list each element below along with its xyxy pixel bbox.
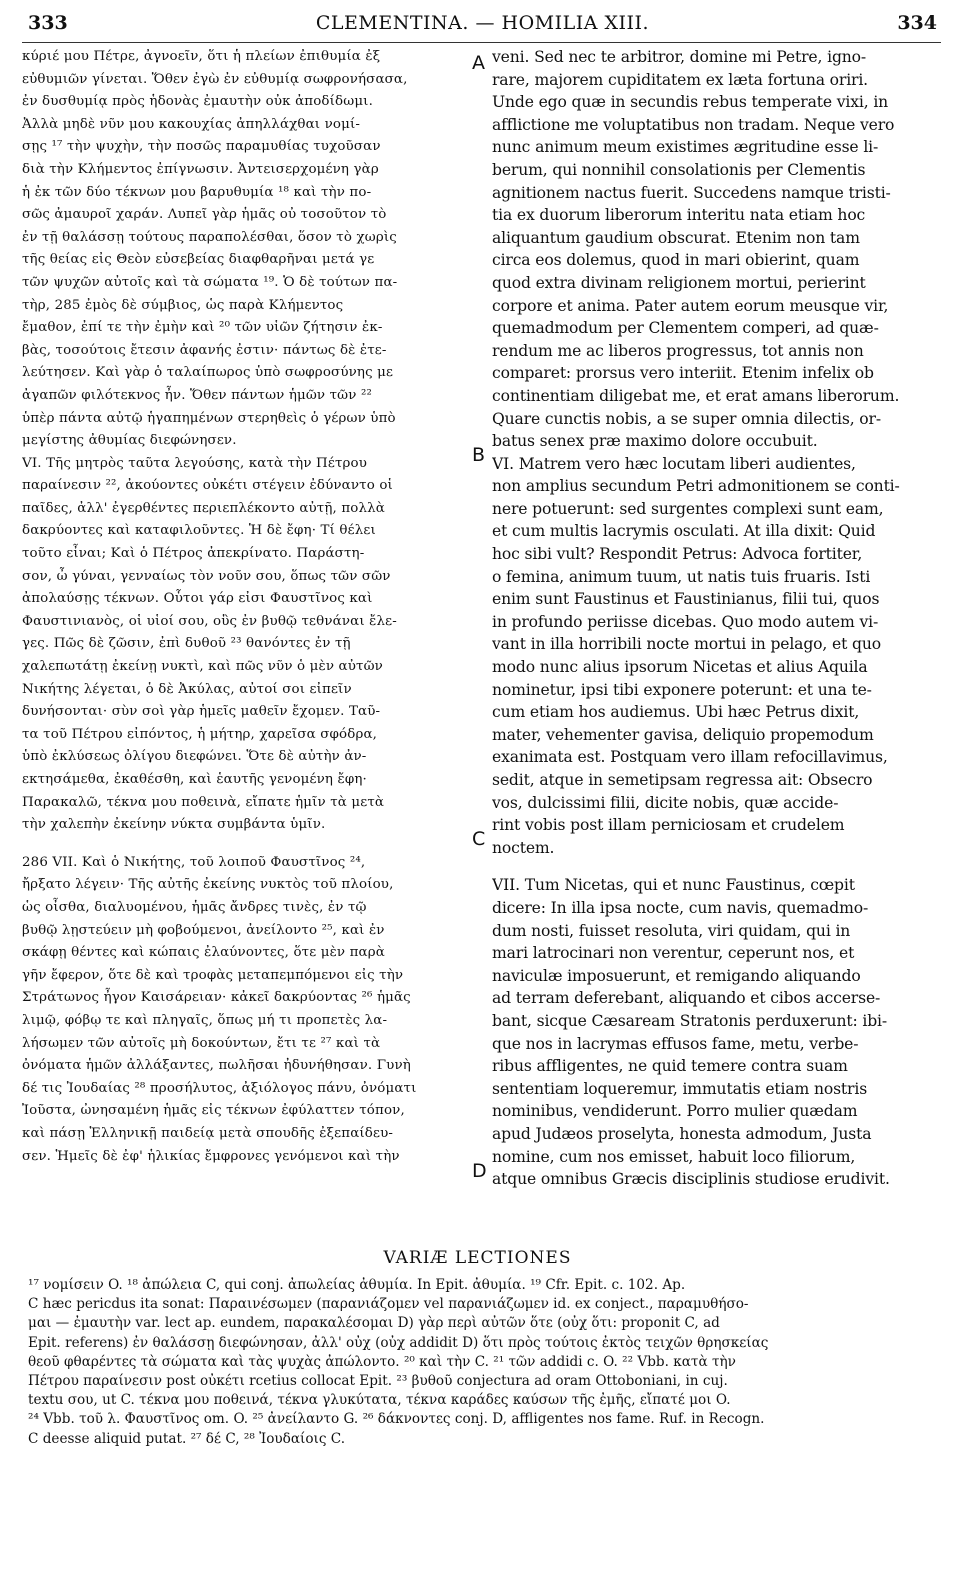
greek-text-line: δέ τις Ἰουδαίας ²⁸ προσήλυτος, ἀξιόλογος πάνυ, ὀνόματι [22, 1080, 417, 1096]
greek-text-line: κύριέ μου Πέτρε, ἀγνοεῖν, ὅτι ἡ πλείων ἐπιθυμία ἐξ [22, 49, 381, 64]
latin-text-line: nominetur, ipsi tibi exponere poterunt: et una te- [492, 680, 872, 699]
latin-block-1 [492, 46, 937, 859]
latin-text-line: dicere: In illa ipsa nocte, cum navis, quemadmo- [492, 898, 869, 917]
latin-text-line: apud Judæos proselyta, honesta admodum, Justa [492, 1124, 872, 1143]
note-line: μαι — ἐμαυτὴν var. lect ap. eundem, παρακαλέσομαι D) γὰρ περὶ αὐτῶν ὅτε (οὐχ ὅτι: proponit C, ad [28, 1315, 720, 1332]
latin-text-line: rare, majorem cupiditatem ex læta fortuna oriri. [492, 70, 868, 89]
greek-text-line: τὴρ, 285 ἐμὸς δὲ σύμβιος, ὡς παρὰ Κλήμεντος [22, 297, 344, 313]
latin-block-2 [492, 874, 937, 1190]
margin-letter-a: A [472, 52, 485, 74]
latin-text-line: bant, sicque Cæsaream Stratonis perduxerunt: ibi- [492, 1011, 887, 1030]
latin-text-line: veni. Sed nec te arbitror, domine mi Petre, igno- [492, 48, 867, 66]
latin-text-line: quemadmodum per Clementem comperi, ad quæ- [492, 319, 879, 338]
latin-text-line: cum etiam hos audiemus. Ubi hæc Petrus dixit, [492, 703, 860, 722]
latin-text-line: VII. Tum Nicetas, qui et nunc Faustinus, cœpit [492, 876, 855, 895]
latin-text-line: berum, qui nonnihil consolationis per Clementis [492, 160, 866, 179]
latin-text-line: o femina, animum tuum, ut natis tuis fruaris. Isti [492, 567, 871, 586]
latin-text-line: noctem. [492, 838, 555, 857]
latin-text-line: sedit, atque in semetipsam regressa ait: Obsecro [492, 771, 873, 789]
latin-text-line: que nos in lacrymas effusos fame, metu, verbe- [492, 1034, 859, 1053]
greek-block-1 [22, 46, 470, 837]
margin-letter-c: C [472, 828, 486, 850]
latin-text-line: mater, vehementer gavisa, deliquio propemodum [492, 725, 874, 744]
latin-text-line: VI. Matrem vero hæc locutam liberi audientes, [492, 454, 856, 473]
greek-text-line: τα τοῦ Πέτρου εἰπόντος, ἡ μήτηρ, χαρεῖσα σφόδρα, [22, 726, 378, 742]
header-rule [22, 42, 941, 43]
latin-text-line: exanimata est. Postquam vero illam refocillavimus, [492, 748, 888, 767]
running-title: CLEMENTINA. — HOMILIA XIII. [315, 12, 650, 34]
latin-text-line: continentiam diligebat me, et erat amans liberorum. [492, 386, 900, 405]
greek-text-line: δυνήσονται· σὺν σοὶ γὰρ ἡμεῖς μαθεῖν ἔχομεν. Ταῦ- [22, 704, 381, 720]
greek-text-line: σον, ὦ γύναι, γενναίως τὸν νοῦν σου, ὅπως τῶν σῶν [22, 568, 391, 584]
greek-text-line: καὶ πάσῃ Ἑλληνικῇ παιδείᾳ μετὰ σπουδῆς ἐξεπαίδευ- [22, 1125, 394, 1141]
latin-text-line: nunc animum meum existimes ægritudine esse li- [492, 138, 879, 157]
latin-text-line: mari latrocinari non verentur, ceperunt nos, et [492, 944, 855, 963]
margin-letter-b: B [472, 444, 486, 466]
greek-text-line: ὡς οἶσθα, διαλυομένου, ἡμᾶς ἄνδρες τινὲς, ἐν τῷ [22, 899, 367, 915]
greek-text-line: διὰ τὴν Κλήμεντος ἐπίγνωσιν. Ἀντεισερχομένη γὰρ [22, 161, 379, 177]
greek-text-line: σκάφῃ θέντες καὶ κώπαις ἐλαύνοντες, ὅτε μὲν παρὰ [22, 945, 385, 961]
greek-text-line: παῖδες, ἀλλ' ἐγερθέντες περιεπλέκοντο αὐτῇ, πολλὰ [22, 500, 385, 516]
greek-text-line: γῆν ἔφερον, ὅτε δὲ καὶ τροφὰς μεταπεμπόμενοι εἰς τὴν [22, 967, 404, 983]
greek-text-line: βὰς, τοσούτοις ἔτεσιν ἀφανής ἐστιν· πάντως δὲ ἐτε- [22, 342, 387, 358]
latin-text-line: enim sunt Faustinus et Faustinianus, filii tui, quos [492, 590, 880, 609]
greek-text-line: Ἀλλὰ μηδὲ νῦν μου κακουχίας ἀπηλλάχθαι νομί- [22, 116, 361, 132]
greek-text-line: γες. Πῶς δὲ ζῶσιν, ἐπὶ δυθοῦ ²³ θανόντες ἐν τῇ [22, 636, 351, 652]
greek-column [22, 46, 470, 1168]
latin-text-line: comparet: prorsus vero interiit. Etenim infelix ob [492, 364, 874, 383]
note-line: Πέτρου παραίνεσιν post οὐκέτι rcetius collocat Epit. ²³ βυθοῦ conjectura ad oram Ottoboniani, in cuj. [28, 1372, 728, 1389]
variae-lectiones-heading: VARIÆ LECTIONES [383, 1248, 572, 1268]
note-line: textu σου, ut C. τέκνα μου ποθεινά, τέκνα γλυκύτατα, τέκνα καράδες καύσων τῆς ἐμῆς, εἴπατέ μοι O. [28, 1392, 731, 1409]
latin-text-line: et cum multis lacrymis osculati. At illa dixit: Quid [492, 522, 876, 541]
latin-text-line: atque omnibus Græcis disciplinis studiose erudivit. [492, 1170, 890, 1189]
latin-text-line: naviculæ imposuerunt, et remigando aliquando [492, 966, 861, 985]
latin-text-line: nomine, cum nos emisset, habuit loco filiorum, [492, 1147, 856, 1166]
latin-text-line: vos, dulcissimi filii, dicite nobis, quæ accide- [492, 793, 839, 812]
greek-text-line: Παρακαλῶ, τέκνα μου ποθεινὰ, εἴπατε ἡμῖν τὰ μετὰ [22, 794, 385, 810]
note-line: ¹⁷ νομίσειν O. ¹⁸ ἀπώλεια C, qui conj. ἀπωλείας ἀθυμία. In Epit. ἀθυμία. ¹⁹ Cfr. Epit. c. 102. Ap. [28, 1277, 686, 1293]
greek-text-line: λιμῷ, φόβῳ τε καὶ πληγαῖς, ὅπως μή τι προπετὲς λα- [22, 1012, 388, 1028]
greek-text-line: ὀνόματα ἡμῶν ἀλλάξαντες, πωλῆσαι ἠδυνήθησαν. Γυνὴ [22, 1058, 411, 1074]
greek-text-line: VI. Τῆς μητρὸς ταῦτα λεγούσης, κατὰ τὴν Πέτρου [22, 455, 368, 471]
page-number-left: 333 [28, 12, 68, 34]
greek-text-line: Φαυστινιανὸς, οἱ υἱοί σου, οὓς ἐν βυθῷ τεθνάναι ἔλε- [22, 613, 397, 629]
latin-text-line: dum nosti, fuisset resoluta, viri quidam, qui in [492, 921, 851, 940]
latin-text-line: ribus affligentes, ne quid temere contra suam [492, 1057, 848, 1076]
section-gap [22, 837, 470, 852]
greek-text-line: εὐθυμιῶν γίνεται. Ὅθεν ἐγὼ ἐν εὐθυμίᾳ σωφρονήσασα, [22, 71, 408, 87]
greek-text-line: τῆς θείας εἰς Θεὸν εὐσεβείας διαφθαρῆναι μετά γε [22, 252, 375, 268]
greek-text-line: 286 VII. Καὶ ὁ Νικήτης, τοῦ λοιποῦ Φαυστῖνος ²⁴, [22, 854, 366, 870]
note-line: C deesse aliquid putat. ²⁷ δέ C, ²⁸ Ἰουδαίοις C. [28, 1430, 346, 1447]
latin-text-line: non amplius secundum Petri admonitionem se conti- [492, 477, 900, 496]
greek-text-line: μεγίστης ἀθυμίας διεφώνησεν. [22, 433, 237, 449]
greek-text-line: τὴν χαλεπὴν ἐκείνην νύκτα συμβάντα ὑμῖν. [22, 817, 326, 833]
greek-text-line: Ἰοῦστα, ὠνησαμένη ἡμᾶς εἰς τέκνων ἐφύλαττεν τόπον, [22, 1103, 405, 1119]
note-line: C hæc pericdus ita sonat: Παραινέσωμεν (παρανιάζομεν vel παρανιάζωμεν id. ex conject., παραμυθήσο- [28, 1296, 749, 1313]
greek-block-2 [22, 852, 470, 1168]
greek-text-line: λεύτησεν. Καὶ γὰρ ὁ ταλαίπωρος ὑπὸ σωφροσύνης με [22, 365, 394, 381]
variant-readings-notes [28, 1276, 938, 1449]
greek-text-line: Στράτωνος ἦγον Καισάρειαν· κἀκεῖ δακρύοντας ²⁶ ἡμᾶς [22, 990, 411, 1006]
latin-text-line: quod extra divinam religionem mortui, perierint [492, 273, 866, 292]
greek-text-line: ἡ ἐκ τῶν δύο τέκνων μου βαρυθυμία ¹⁸ καὶ τὴν πο- [22, 184, 372, 200]
latin-text-line: batus senex præ maximo dolore occubuit. [492, 432, 818, 451]
running-header [28, 12, 937, 42]
greek-text-line: τῶν ψυχῶν αὐτοῖς καὶ τὰ σώματα ¹⁹. Ὁ δὲ τούτων πα- [22, 274, 398, 290]
greek-text-line: σῃς ¹⁷ τὴν ψυχὴν, τὴν ποσῶς παραμυθίας τυχοῦσαν [22, 139, 381, 155]
latin-text-line: modo nunc alius ipsorum Nicetas et alius Aquila [492, 658, 868, 677]
greek-text-line: ἐν δυσθυμίᾳ πρὸς ἡδονὰς ἐμαυτὴν οὐκ ἀποδίδωμι. [22, 94, 373, 110]
greek-text-line: ἤρξατο λέγειν· Τῆς αὐτῆς ἐκείνης νυκτὸς τοῦ πλοίου, [22, 877, 394, 893]
latin-text-line: circa eos dolemus, quod in mari obierint, quam [492, 251, 860, 270]
latin-text-line: Quare cunctis nobis, a se super omnia dilectis, or- [492, 409, 881, 428]
greek-text-line: εκτησάμεθα, ἐκαθέσθη, καὶ ἑαυτῆς γενομένη ἔφη· [22, 772, 367, 787]
greek-text-line: τοῦτο εἶναι; Καὶ ὁ Πέτρος ἀπεκρίνατο. Παράστη- [22, 546, 365, 562]
greek-text-line: βυθῷ λῃστεύειν μὴ φοβούμενοι, ἀνείλοντο ²⁵, καὶ ἐν [22, 922, 385, 938]
note-line: ²⁴ Vbb. τοῦ λ. Φαυστῖνος om. O. ²⁵ ἀνείλαντο G. ²⁶ δάκνοντες conj. D, affligentes nos fame. Ruf. in Recogn. [28, 1411, 765, 1428]
page-number-right: 334 [897, 12, 937, 34]
latin-text-line: aliquantum gaudium obscurat. Etenim non tam [492, 228, 860, 247]
latin-text-line: agnitionem nactus fuerit. Succedens namque tristi- [492, 183, 891, 202]
latin-text-line: rendum me ac liberos progressus, tot annis non [492, 341, 864, 360]
note-line: Epit. referens) ἐν θαλάσσῃ διεφώνησαν, ἀλλ' οὐχ (οὐχ addidit D) ὅτι πρὸς τούτοις ἐκτὸς τειχῶν θρησκείας [28, 1334, 769, 1351]
latin-text-line: rint vobis post illam perniciosam et crudelem [492, 816, 845, 835]
greek-text-line: ἀπολαύσῃς τέκνων. Οὗτοι γάρ εἰσι Φαυστῖνος καὶ [22, 591, 373, 607]
greek-text-line: ἔμαθον, ἐπί τε τὴν ἐμὴν καὶ ²⁰ τῶν υἱῶν ζήτησιν ἐκ- [22, 320, 383, 336]
latin-text-line: in profundo periisse dicebas. Quo modo autem vi- [492, 612, 879, 631]
latin-text-line: nere potuerunt: sed surgentes complexi sunt eam, [492, 499, 884, 518]
greek-text-line: ἐν τῇ θαλάσσῃ τούτους παραπολέσθαι, ὅσον τὸ χωρὶς [22, 229, 397, 245]
latin-text-line: sententiam loqueremur, immutatis etiam nostris [492, 1079, 868, 1098]
greek-text-line: ὑπὲρ πάντα αὐτῷ ἡγαπημένων στερηθεὶς ὁ γέρων ὑπὸ [22, 410, 396, 426]
greek-text-line: ἀγαπῶν φιλότεκνος ἦν. Ὅθεν πάντων ἡμῶν τῶν ²² [22, 387, 372, 403]
latin-text-line: tia ex duorum liberorum interitu nata etiam hoc [492, 206, 866, 225]
latin-text-line: vant in illa horribili nocte mortui in pelago, et quo [492, 635, 881, 654]
latin-text-line: corpore et anima. Pater autem eorum meusque vir, [492, 296, 889, 315]
greek-text-line: χαλεπωτάτῃ ἐκείνῃ νυκτὶ, καὶ πῶς νῦν ὁ μὲν αὐτῶν [22, 659, 383, 675]
greek-text-line: ὑπὸ ἐκλύσεως ὀλίγου διεφώνει. Ὅτε δὲ αὐτὴν ἀν- [22, 749, 367, 765]
greek-text-line: λήσωμεν τῶν αὐτοῖς μὴ δοκούντων, ἔτι τε ²⁷ καὶ τὰ [22, 1035, 381, 1051]
greek-text-line: σῶς ἀμαυροῖ χαράν. Λυπεῖ γὰρ ἡμᾶς οὐ τοσοῦτον τὸ [22, 207, 387, 223]
greek-text-line: Νικήτης λέγεται, ὁ δὲ Ἀκύλας, αὐτοί σοι εἰπεῖν [22, 681, 352, 697]
section-gap [492, 859, 937, 874]
latin-text-line: afflictione me voluptatibus non tradam. Neque vero [492, 115, 895, 134]
greek-text-line: σεν. Ἡμεῖς δὲ ἐφ' ἡλικίας ἔμφρονες γενόμενοι καὶ τὴν [22, 1148, 400, 1164]
latin-text-line: Unde ego quæ in secundis rebus temperate vixi, in [492, 93, 889, 112]
latin-text-line: nominibus, vendiderunt. Porro mulier quædam [492, 1102, 858, 1121]
latin-column [492, 46, 937, 1191]
greek-text-line: δακρύοντες καὶ καταφιλοῦντες. Ἡ δὲ ἔφη· Τί θέλει [22, 523, 376, 539]
note-line: θεοῦ φθαρέντες τὰ σώματα καὶ τὰς ψυχὰς ἀπώλοντο. ²⁰ καὶ τὴν C. ²¹ τῶν addidi c. O. ²² Vbb. κατὰ τὴν [28, 1353, 736, 1370]
greek-text-line: παραίνεσιν ²², ἀκούοντες οὐκέτι στέγειν ἐδύναντο οἱ [22, 478, 393, 494]
latin-text-line: hoc sibi vult? Respondit Petrus: Advoca fortiter, [492, 545, 863, 564]
latin-text-line: ad terram deferebant, aliquando et cibos accerse- [492, 989, 881, 1008]
margin-letter-d: D [472, 1160, 487, 1182]
